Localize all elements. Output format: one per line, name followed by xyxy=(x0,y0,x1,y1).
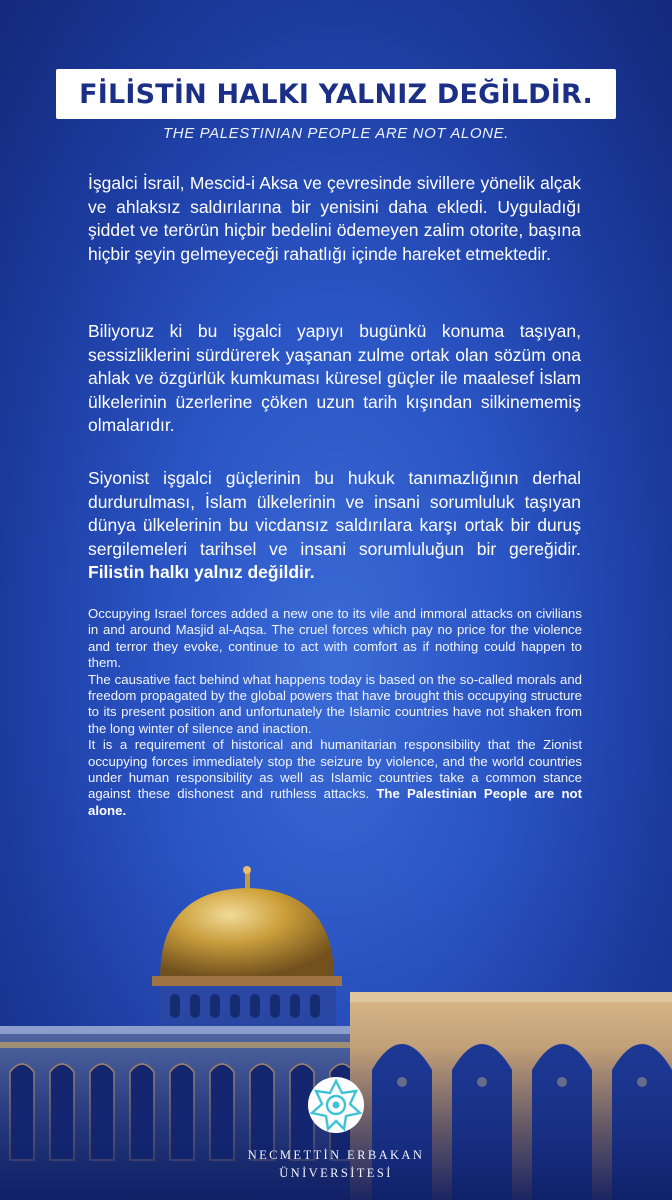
university-name-line-1: NECMETTİN ERBAKAN xyxy=(247,1148,425,1162)
university-logo-icon xyxy=(306,1075,366,1135)
turkish-paragraph-2 xyxy=(88,320,581,438)
page-subtitle: THE PALESTINIAN PEOPLE ARE NOT ALONE. xyxy=(163,125,509,142)
turkish-paragraph-3-text: Siyonist işgalci güçlerinin bu hukuk tanımazlığının derhal durdurulması, İslam ülkelerinin ve insani sorumluluk taşıyan dünya ülkelerinin bu vicdansız saldırılara karşı ortak bir duruş sergilemeleri tarihsel ve insani sorumluluğun bir gereğidir. xyxy=(88,468,581,559)
english-paragraph-3: It is a requirement of historical and humanitarian responsibility that the Zionist occupying forces immediately stop the seizure by violence, and the world countries under human responsibility as well as Islamic countries take a common stance against these dishonest and ruthless attacks. xyxy=(88,737,582,802)
university-name-line-2: ÜNİVERSİTESİ xyxy=(279,1166,393,1180)
title-banner xyxy=(56,69,616,119)
turkish-paragraph-3 xyxy=(88,467,581,585)
turkish-paragraph-1-text: İşgalci İsrail, Mescid-i Aksa ve çevresinde sivillere yönelik alçak ve ahlaksız saldırılarına bir yenisini daha ekledi. Uyguladığı şiddet ve terörün hiçbir bedelini ödemeyen zalim otorite, başına hiçbir şeyin gelmeyeceği rahatlığı içinde hareket etmektedir. xyxy=(88,173,581,264)
english-paragraph-1: Occupying Israel forces added a new one to its vile and immoral attacks on civilians in and around Masjid al-Aqsa. The cruel forces which pay no price for the violence and terror they evoke, continue to act with comfort as if nothing could happen to them. xyxy=(88,606,582,671)
turkish-paragraph-2-text: Biliyoruz ki bu işgalci yapıyı bugünkü konuma taşıyan, sessizliklerini sürdürerek yaşanan zulme ortak olan sözüm ona ahlak ve özgürlük kumkuması küresel güçler ile maalesef İslam ülkelerinin üzerlerine çöken uzun tarih kışından silkinememiş olmalarıdır. xyxy=(88,321,581,436)
turkish-closing-statement: Filistin halkı yalnız değildir. xyxy=(88,562,315,583)
english-closing-statement: The Palestinian People are not alone. xyxy=(88,786,582,818)
page-title: FİLİSTİN HALKI YALNIZ DEĞİLDİR. xyxy=(79,78,593,110)
turkish-paragraph-1 xyxy=(88,172,581,266)
university-logo xyxy=(306,1075,366,1135)
english-translation xyxy=(88,606,582,819)
english-paragraph-2: The causative fact behind what happens today is based on the so-called morals and freedom propagated by the global powers that have brought this occupying structure to its present position and unfortunately the Islamic countries have not shaken from the long winter of silence and inaction. xyxy=(88,671,582,736)
